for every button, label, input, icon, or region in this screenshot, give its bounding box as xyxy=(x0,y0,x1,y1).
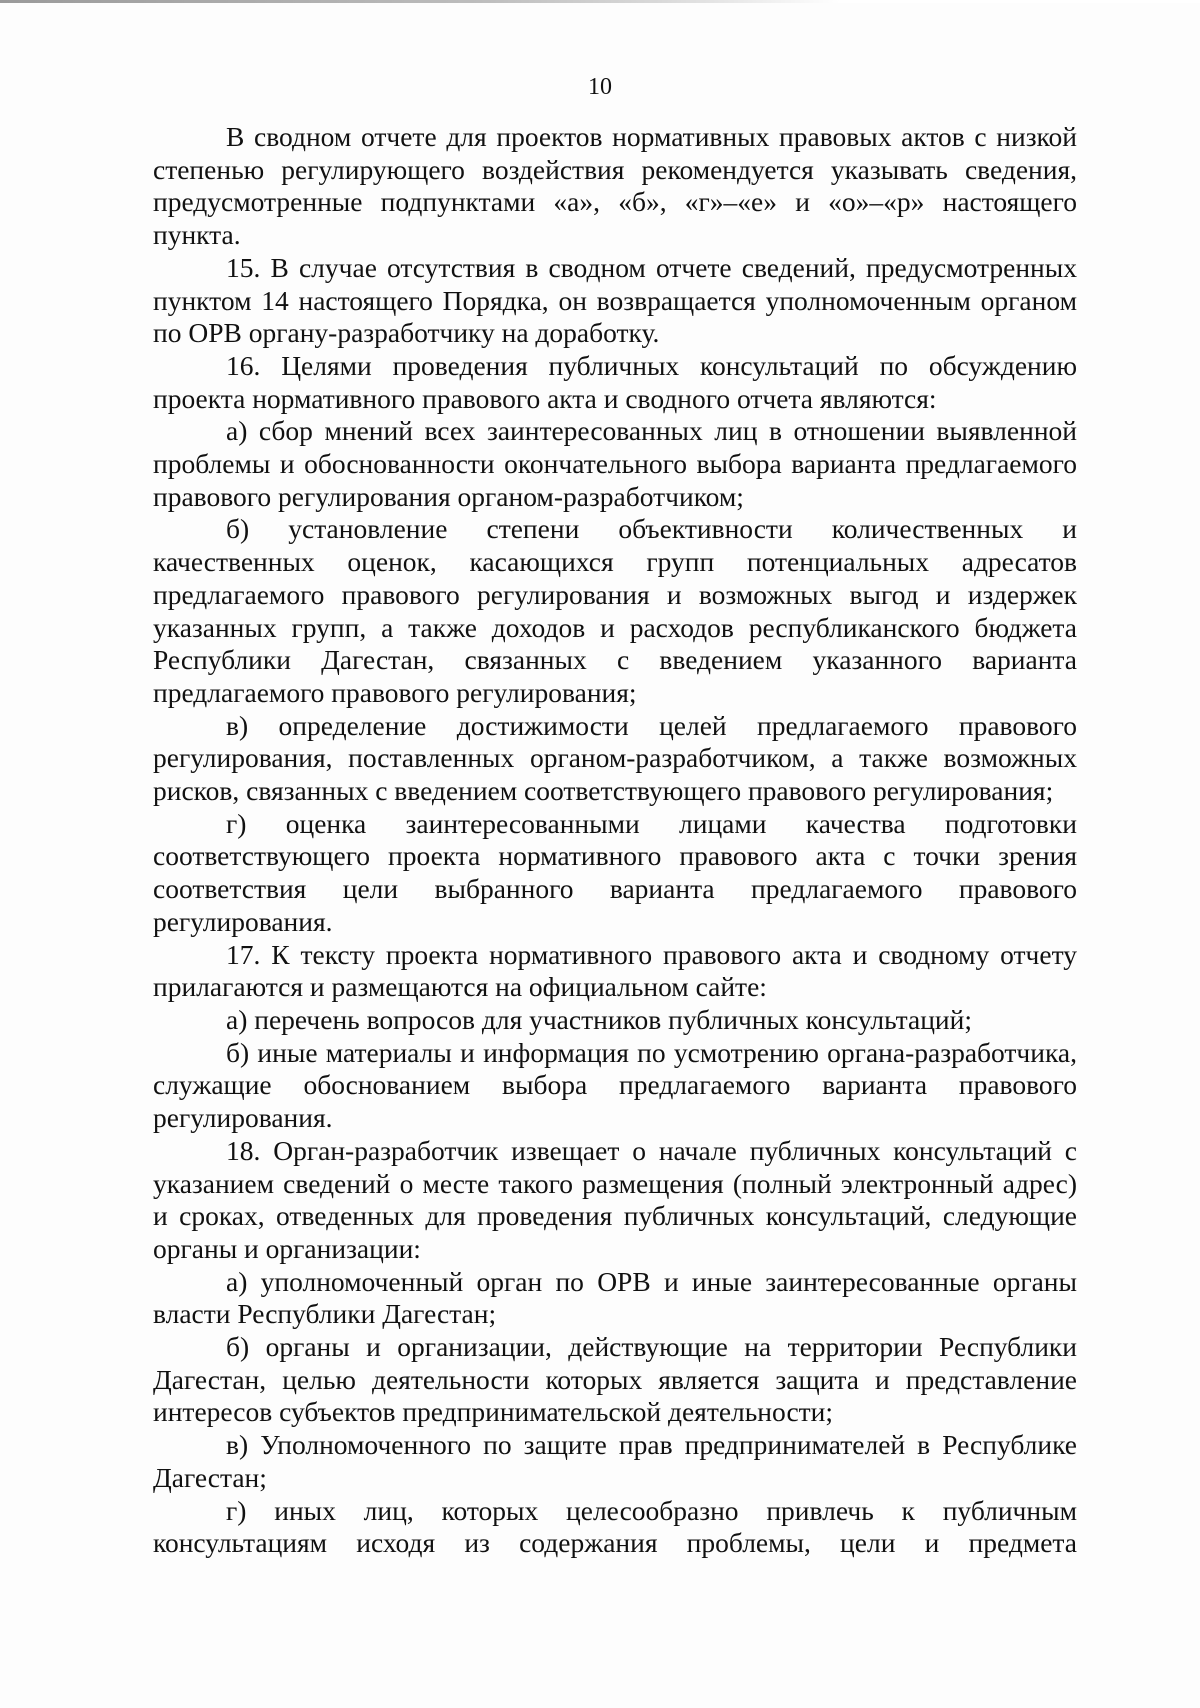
paragraph-item-16-b: б) установление степени объективности количественных и качественных оценок, касающихся групп потенциальных адресатов предлагаемого правового регулирования и возможных выгод и издержек указанных групп, а также доходов и расходов республиканского бюджета Республики Дагестан, связанных с введением указанного варианта предлагаемого правового регулирования; xyxy=(153,513,1077,708)
paragraph-item-17: 17. К тексту проекта нормативного правового акта и сводному отчету прилагаются и размещаются на официальном сайте: xyxy=(153,938,1077,1003)
paragraph-item-16-v: в) определение достижимости целей предлагаемого правового регулирования, поставленных органом-разработчиком, а также возможных рисков, связанных с введением соответствующего правового регулирования; xyxy=(153,709,1077,807)
paragraph-item-16: 16. Целями проведения публичных консультаций по обсуждению проекта нормативного правового акта и сводного отчета являются: xyxy=(153,349,1077,414)
paragraph-item-17-a: а) перечень вопросов для участников публичных консультаций; xyxy=(226,1003,973,1035)
paragraph-summary-report-note: В сводном отчете для проектов нормативных правовых актов с низкой степенью регулирующего воздействия рекомендуется указывать сведения, предусмотренные подпунктами «а», «б», «г»–«е» и «о»–«р» настоящего пункта. xyxy=(153,121,1077,251)
paragraph-item-15: 15. В случае отсутствия в сводном отчете сведений, предусмотренных пунктом 14 настоящего Порядка, он возвращается уполномоченным органом по ОРВ органу-разработчику на доработку. xyxy=(153,251,1077,349)
paragraph-item-18-a: а) уполномоченный орган по ОРВ и иные заинтересованные органы власти Республики Дагестан; xyxy=(153,1265,1077,1330)
paragraph-item-16-a: а) сбор мнений всех заинтересованных лиц в отношении выявленной проблемы и обоснованности окончательного выбора варианта предлагаемого правового регулирования органом-разработчиком; xyxy=(153,415,1077,512)
paragraph-item-16-g: г) оценка заинтересованными лицами качества подготовки соответствующего проекта нормативного правового акта с точки зрения соответствия цели выбранного варианта предлагаемого правового регулирования. xyxy=(153,807,1077,937)
paragraph-item-18-b: б) органы и организации, действующие на территории Республики Дагестан, целью деятельности которых является защита и представление интересов субъектов предпринимательской деятельности; xyxy=(153,1331,1077,1428)
page-number: 10 xyxy=(588,74,612,100)
paragraph-item-18: 18. Орган-разработчик извещает о начале публичных консультаций с указанием сведений о месте такого размещения (полный электронный адрес) и сроках, отведенных для проведения публичных консультаций, следующие органы и организации: xyxy=(153,1134,1077,1264)
paragraph-item-18-g: г) иных лиц, которых целесообразно привлечь к публичным консультациям исходя из содержания проблемы, цели и предмета xyxy=(153,1494,1077,1559)
paragraph-item-18-v: в) Уполномоченного по защите прав предпринимателей в Республике Дагестан; xyxy=(153,1429,1077,1493)
scan-edge-line xyxy=(0,0,1200,3)
document-body xyxy=(153,121,1077,1560)
paragraph-item-17-b: б) иные материалы и информация по усмотрению органа-разработчика, служащие обоснованием выбора предлагаемого варианта правового регулирования. xyxy=(153,1036,1077,1134)
